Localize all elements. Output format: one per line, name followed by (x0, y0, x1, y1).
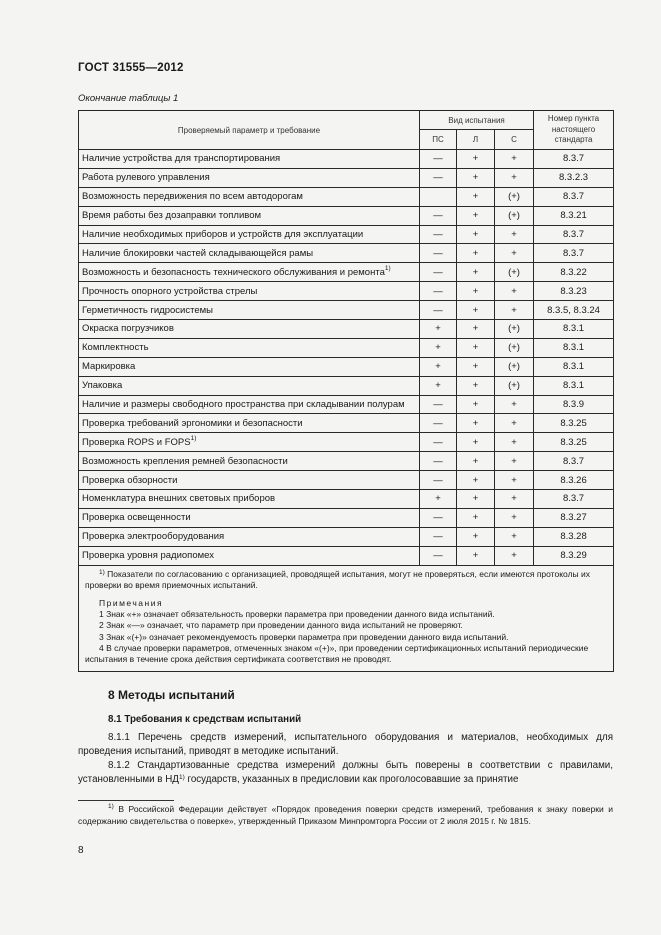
table-row (79, 357, 614, 376)
paragraph-8-1-1: 8.1.1 Перечень средств измерений, испытательного оборудования и материалов, необходимых для проведения испытаний, приводят в методике испытаний. (78, 732, 613, 757)
l-cell: + (457, 225, 495, 244)
s-cell: + (495, 282, 534, 301)
item-number-cell: 8.3.27 (534, 508, 614, 527)
table-row (79, 490, 614, 509)
table-row (79, 187, 614, 206)
item-number-cell: 8.3.2.3 (534, 168, 614, 187)
s-cell: (+) (495, 338, 534, 357)
s-cell: + (495, 508, 534, 527)
item-number-cell: 8.3.1 (534, 376, 614, 395)
l-cell: + (457, 263, 495, 282)
param-cell: Наличие блокировки частей складывающейся рамы (79, 244, 420, 263)
table-row (79, 395, 614, 414)
note-1: 1 Знак «+» означает обязательность проверки параметра при проведении данного вида испытаний. (99, 609, 495, 620)
ps-cell: — (420, 150, 457, 169)
ps-cell: — (420, 452, 457, 471)
footnote-rule (78, 800, 174, 801)
header-param: Проверяемый параметр и требование (79, 111, 420, 150)
item-number-cell: 8.3.7 (534, 244, 614, 263)
table-row (79, 376, 614, 395)
table-row (79, 263, 614, 282)
s-cell: (+) (495, 320, 534, 339)
s-cell: + (495, 168, 534, 187)
param-cell: Герметичность гидросистемы (79, 301, 420, 320)
ps-cell: + (420, 490, 457, 509)
table-row (79, 282, 614, 301)
table-row (79, 527, 614, 546)
header-l: Л (457, 130, 495, 150)
standard-header: ГОСТ 31555—2012 (78, 62, 184, 74)
ps-cell: — (420, 433, 457, 452)
l-cell: + (457, 168, 495, 187)
l-cell: + (457, 150, 495, 169)
item-number-cell: 8.3.5, 8.3.24 (534, 301, 614, 320)
param-cell: Маркировка (79, 357, 420, 376)
item-number-cell: 8.3.1 (534, 338, 614, 357)
s-cell: (+) (495, 263, 534, 282)
s-cell: + (495, 395, 534, 414)
table-row (79, 244, 614, 263)
s-cell: (+) (495, 357, 534, 376)
ps-cell: — (420, 225, 457, 244)
param-cell: Время работы без дозаправки топливом (79, 206, 420, 225)
param-cell: Проверка обзорности (79, 471, 420, 490)
l-cell: + (457, 546, 495, 565)
l-cell: + (457, 527, 495, 546)
ps-cell: — (420, 508, 457, 527)
param-cell: Возможность крепления ремней безопасности (79, 452, 420, 471)
ps-cell: — (420, 244, 457, 263)
header-s: С (495, 130, 534, 150)
ps-cell: — (420, 282, 457, 301)
l-cell: + (457, 320, 495, 339)
item-number-cell: 8.3.25 (534, 414, 614, 433)
notes-heading: Примечания (99, 598, 164, 608)
param-cell: Комплектность (79, 338, 420, 357)
ps-cell: — (420, 414, 457, 433)
item-number-cell: 8.3.21 (534, 206, 614, 225)
ps-cell: — (420, 301, 457, 320)
s-cell: + (495, 225, 534, 244)
l-cell: + (457, 282, 495, 301)
note-2: 2 Знак «—» означает, что параметр при проведении данного вида испытаний не проверяют. (99, 620, 463, 631)
item-number-cell: 8.3.7 (534, 187, 614, 206)
table-row (79, 433, 614, 452)
table-row (79, 508, 614, 527)
l-cell: + (457, 395, 495, 414)
s-cell: + (495, 527, 534, 546)
table-row (79, 452, 614, 471)
ps-cell: — (420, 263, 457, 282)
table-row (79, 168, 614, 187)
s-cell: (+) (495, 187, 534, 206)
item-number-cell: 8.3.1 (534, 357, 614, 376)
s-cell: + (495, 433, 534, 452)
requirements-table (78, 110, 614, 672)
page-footnote: $^{1)}$ В Российской Федерации действует «Порядок проведения поверки средств измерений, требования к знаку поверки и содержанию свидетельства о поверке», утвержденный Приказом Минпромторга России от 2 июля 2015 г. № 1815. (78, 803, 613, 826)
s-cell: + (495, 150, 534, 169)
s-cell: + (495, 244, 534, 263)
l-cell: + (457, 508, 495, 527)
s-cell: + (495, 452, 534, 471)
l-cell: + (457, 490, 495, 509)
param-cell: Наличие устройства для транспортирования (79, 150, 420, 169)
table-caption: Окончание таблицы 1 (78, 93, 179, 104)
table-footnote: $^{1)}$ Показатели по согласованию с организацией, проводящей испытания, могут не проверяться, если имеются протоколы их проверки во время приемочных испытаний. (85, 568, 590, 590)
header-test-type: Вид испытания (420, 111, 534, 130)
item-number-cell: 8.3.7 (534, 150, 614, 169)
l-cell: + (457, 206, 495, 225)
param-cell: Проверка электрооборудования (79, 527, 420, 546)
item-number-cell: 8.3.7 (534, 452, 614, 471)
l-cell: + (457, 244, 495, 263)
item-number-cell: 8.3.7 (534, 490, 614, 509)
table-row (79, 546, 614, 565)
l-cell: + (457, 471, 495, 490)
item-number-cell: 8.3.1 (534, 320, 614, 339)
ps-cell: — (420, 206, 457, 225)
s-cell: + (495, 301, 534, 320)
item-number-cell: 8.3.26 (534, 471, 614, 490)
paragraph-8-1-2: 8.1.2 Стандартизованные средства измерений должны быть поверены в соответствии с правилами, установленными в НД$^{1)}$ государств, указанных в предисловии как проголосовавшие за принятие (78, 760, 613, 785)
table-row (79, 414, 614, 433)
param-cell: Номенклатура внешних световых приборов (79, 490, 420, 509)
l-cell: + (457, 338, 495, 357)
ps-cell: + (420, 376, 457, 395)
footnote-ref: 1) (384, 264, 391, 272)
s-cell: + (495, 546, 534, 565)
item-number-cell: 8.3.22 (534, 263, 614, 282)
ps-cell (420, 187, 457, 206)
ps-cell: + (420, 357, 457, 376)
l-cell: + (457, 376, 495, 395)
note-3: 3 Знак «(+)» означает рекомендуемость проверки параметра при проведении данного вида испытаний. (99, 631, 509, 642)
section-8-1-title: 8.1 Требования к средствам испытаний (108, 714, 302, 725)
table-row (79, 471, 614, 490)
param-cell: Проверка ROPS и FOPS$^{1)}$ (79, 433, 420, 452)
l-cell: + (457, 433, 495, 452)
ps-cell: + (420, 338, 457, 357)
param-cell: Упаковка (79, 376, 420, 395)
param-cell: Наличие и размеры свободного пространства при складывании полурам (79, 395, 420, 414)
param-cell: Прочность опорного устройства стрелы (79, 282, 420, 301)
footnote-mark: 1) (99, 568, 105, 576)
l-cell: + (457, 452, 495, 471)
s-cell: + (495, 471, 534, 490)
ps-cell: — (420, 471, 457, 490)
table-row (79, 225, 614, 244)
page-number: 8 (78, 845, 84, 856)
header-item-number: Номер пункта настоящего стандарта (534, 111, 614, 150)
param-cell: Проверка требований эргономики и безопасности (79, 414, 420, 433)
param-cell: Возможность передвижения по всем автодорогам (79, 187, 420, 206)
param-cell: Возможность и безопасность технического обслуживания и ремонта$^{1)}$ (79, 263, 420, 282)
section-8-title: 8 Методы испытаний (108, 688, 235, 702)
s-cell: (+) (495, 206, 534, 225)
ps-cell: — (420, 527, 457, 546)
footnote-ref: 1) (190, 434, 197, 442)
ps-cell: — (420, 168, 457, 187)
ps-cell: + (420, 320, 457, 339)
item-number-cell: 8.3.23 (534, 282, 614, 301)
table-row (79, 320, 614, 339)
param-cell: Проверка освещенности (79, 508, 420, 527)
param-cell: Работа рулевого управления (79, 168, 420, 187)
s-cell: (+) (495, 376, 534, 395)
ps-cell: — (420, 395, 457, 414)
item-number-cell: 8.3.29 (534, 546, 614, 565)
table-row (79, 338, 614, 357)
s-cell: + (495, 490, 534, 509)
note-4: 4 В случае проверки параметров, отмеченных знаком «(+)», при проведении сертификационных испытаний периодические испытания в течение срока действия сертификата соответствия не проводят. (85, 642, 589, 665)
item-number-cell: 8.3.28 (534, 527, 614, 546)
table-notes (79, 565, 614, 672)
l-cell: + (457, 187, 495, 206)
l-cell: + (457, 357, 495, 376)
param-cell: Наличие необходимых приборов и устройств для эксплуатации (79, 225, 420, 244)
table-row (79, 301, 614, 320)
table-row (79, 206, 614, 225)
param-cell: Окраска погрузчиков (79, 320, 420, 339)
l-cell: + (457, 301, 495, 320)
item-number-cell: 8.3.25 (534, 433, 614, 452)
s-cell: + (495, 414, 534, 433)
item-number-cell: 8.3.9 (534, 395, 614, 414)
header-ps: ПС (420, 130, 457, 150)
ps-cell: — (420, 546, 457, 565)
param-cell: Проверка уровня радиопомех (79, 546, 420, 565)
l-cell: + (457, 414, 495, 433)
item-number-cell: 8.3.7 (534, 225, 614, 244)
table-row (79, 150, 614, 169)
